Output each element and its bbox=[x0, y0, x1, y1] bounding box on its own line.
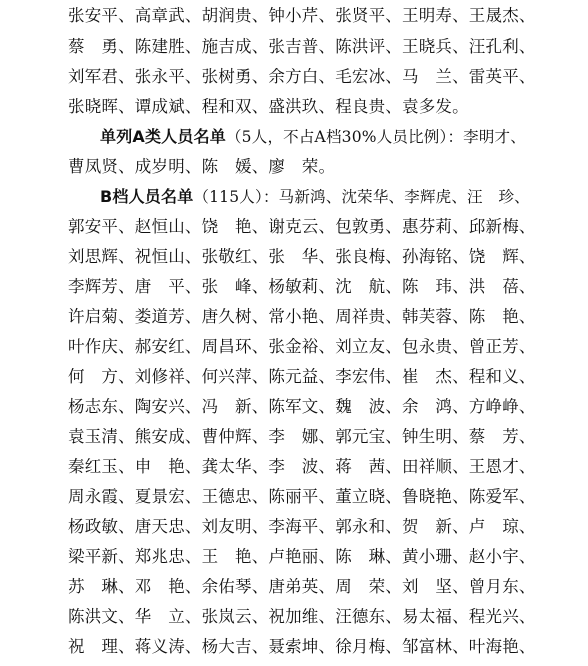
name-list-line: 苏 琳、邓 艳、余佑琴、唐弟英、周 荣、刘 坚、曾月东、 bbox=[68, 577, 536, 596]
name-list-line: 何 方、刘修祥、何兴萍、陈元益、李宏伟、崔 杰、程和义、 bbox=[68, 367, 536, 386]
name-list-line: 曹凤贤、成岁明、陈 媛、廖 荣。 bbox=[68, 157, 336, 176]
section-b-line bbox=[100, 182, 528, 211]
name-list-line: 梁平新、郑兆忠、王 艳、卢艳丽、陈 琳、黄小珊、赵小宇、 bbox=[68, 547, 536, 566]
name-list-line: 张晓晖、谭成斌、程和双、盛洪玖、程良贵、袁多发。 bbox=[68, 97, 469, 116]
section-b-heading: B档人员名单 bbox=[100, 187, 194, 206]
name-list-line: 叶作庆、郝安红、周昌环、张金裕、刘立友、包永贵、曾正芳、 bbox=[68, 337, 536, 356]
name-list-line: 刘军君、张永平、张树勇、余方白、毛宏冰、马 兰、雷英平、 bbox=[68, 67, 536, 86]
name-list-line: 郭安平、赵恒山、饶 艳、谢克云、包敦勇、惠芬莉、邱新梅、 bbox=[68, 217, 536, 236]
name-list-line: 蔡 勇、陈建胜、施吉成、张吉普、陈洪评、王晓兵、汪孔利、 bbox=[68, 37, 536, 56]
name-list-line: 张安平、高章武、胡润贵、钟小芹、张贤平、王明寿、王晟杰、 bbox=[68, 6, 536, 25]
name-list-line: 杨政敏、唐天忠、刘友明、李海平、郭永和、贺 新、卢 琼、 bbox=[68, 517, 536, 536]
name-list-line: 许启菊、娄道芳、唐久树、常小艳、周祥贵、韩芙蓉、陈 艳、 bbox=[68, 307, 536, 326]
name-list-line: 袁玉清、熊安成、曹仲辉、李 娜、郭元宝、钟生明、蔡 芳、 bbox=[68, 427, 536, 446]
section-a-note: （5人，不占A档30%人员比例）：李明才、 bbox=[225, 128, 526, 146]
name-list-line: 秦红玉、申 艳、龚太华、李 波、蒋 茜、田祥顺、王恩才、 bbox=[68, 457, 536, 476]
section-a-heading: 单列A类人员名单 bbox=[100, 127, 226, 146]
section-b-note: （115人）：马新鸿、沈荣华、李辉虎、汪 珍、 bbox=[193, 188, 530, 206]
name-list-line: 祝 理、蒋义涛、杨大吉、聂索坤、徐月梅、邹富林、叶海艳、 bbox=[68, 637, 536, 656]
name-list-line: 李辉芳、唐 平、张 峰、杨敏莉、沈 航、陈 玮、洪 蓓、 bbox=[68, 277, 536, 296]
name-list-line: 周永霞、夏景宏、王德忠、陈丽平、董立晓、鲁晓艳、陈爱军、 bbox=[68, 487, 536, 506]
name-list-line: 杨志东、陶安兴、冯 新、陈军文、魏 波、余 鸿、方峥峥、 bbox=[68, 397, 536, 416]
name-list-line: 陈洪文、华 立、张岚云、祝加维、汪德东、易太福、程光兴、 bbox=[68, 607, 536, 626]
section-a-line bbox=[100, 122, 528, 151]
name-list-line: 刘思辉、祝恒山、张敬红、张 华、张良梅、孙海铭、饶 辉、 bbox=[68, 247, 536, 266]
